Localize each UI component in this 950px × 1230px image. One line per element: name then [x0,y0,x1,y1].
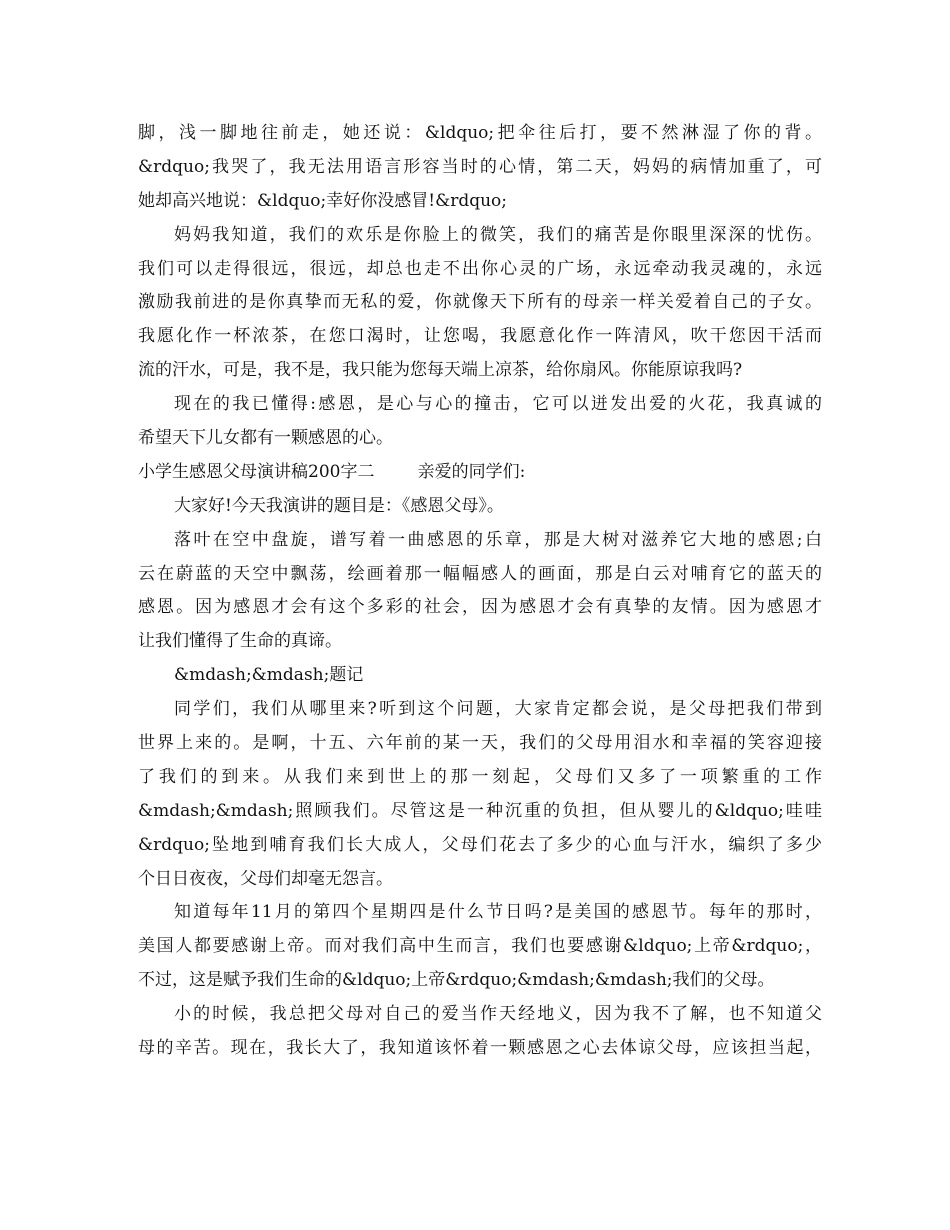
text-line: 我愿化作一杯浓茶，在您口渴时，让您喝，我愿意化作一阵清风，吹干您因干活而 [138,326,822,347]
text-line: 感恩。因为感恩才会有这个多彩的社会，因为感恩才会有真挚的友情。因为感恩才 [138,597,822,618]
text-line: 世界上来的。是啊，十五、六年前的某一天，我们的父母用泪水和幸福的笑容迎接 [138,733,822,754]
text-line: 大家好!今天我演讲的题目是：《感恩父母》。 [174,495,504,516]
text-line: 同学们，我们从哪里来?听到这个问题，大家肯定都会说，是父母把我们带到 [174,699,822,720]
document-body [138,117,822,1066]
text-line: 美国人都要感谢上帝。而对我们高中生而言，我们也要感谢&ldquo;上帝&rdquo;， [138,936,822,957]
text-line: 个日日夜夜，父母们却毫无怨言。 [138,868,393,889]
text-line: 妈妈我知道，我们的欢乐是你脸上的微笑，我们的痛苦是你眼里深深的忧伤。 [174,224,822,245]
text-line: 现在的我已懂得:感恩，是心与心的撞击，它可以迸发出爱的火花，我真诚的 [174,394,822,415]
text-line: 小的时候，我总把父母对自己的爱当作天经地义，因为我不了解，也不知道父 [174,1004,822,1025]
text-line: 母的辛苦。现在，我长大了，我知道该怀着一颗感恩之心去体谅父母，应该担当起， [138,1038,822,1059]
text-line: 流的汗水，可是，我不是，我只能为您每天端上凉茶，给你扇风。你能原谅我吗? [138,360,743,381]
text-line: 希望天下儿女都有一颗感恩的心。 [138,428,393,449]
text-line: 小学生感恩父母演讲稿200字二 亲爱的同学们: [138,461,526,482]
text-line: 落叶在空中盘旋，谱写着一曲感恩的乐章，那是大树对滋养它大地的感恩;白 [174,529,822,550]
text-line: &mdash;&mdash;题记 [174,665,364,686]
text-line: 了我们的到来。从我们来到世上的那一刻起，父母们又多了一项繁重的工作 [138,766,822,787]
text-line: 云在蔚蓝的天空中飘荡，绘画着那一幅幅感人的画面，那是白云对哺育它的蓝天的 [138,563,822,584]
text-line: 她却高兴地说：&ldquo;幸好你没感冒!&rdquo; [138,190,508,211]
text-line: 我们可以走得很远，很远，却总也走不出你心灵的广场，永远牵动我灵魂的，永远 [138,258,822,279]
text-line: &rdquo;坠地到哺育我们长大成人，父母们花去了多少的心血与汗水，编织了多少 [138,834,822,855]
text-line: 激励我前进的是你真挚而无私的爱，你就像天下所有的母亲一样关爱着自己的子女。 [138,292,822,313]
text-line: 让我们懂得了生命的真谛。 [138,631,342,652]
text-line: &mdash;&mdash;照顾我们。尽管这是一种沉重的负担，但从婴儿的&ldquo;哇哇 [138,800,822,821]
text-line: &rdquo;我哭了，我无法用语言形容当时的心情，第二天，妈妈的病情加重了，可 [138,156,822,177]
text-line: 脚，浅一脚地往前走，她还说：&ldquo;把伞往后打，要不然淋湿了你的背。 [138,123,822,143]
text-line: 不过，这是赋予我们生命的&ldquo;上帝&rdquo;&mdash;&mdash;我们的父母。 [138,970,775,991]
text-line: 知道每年11月的第四个星期四是什么节日吗?是美国的感恩节。每年的那时， [174,902,822,923]
